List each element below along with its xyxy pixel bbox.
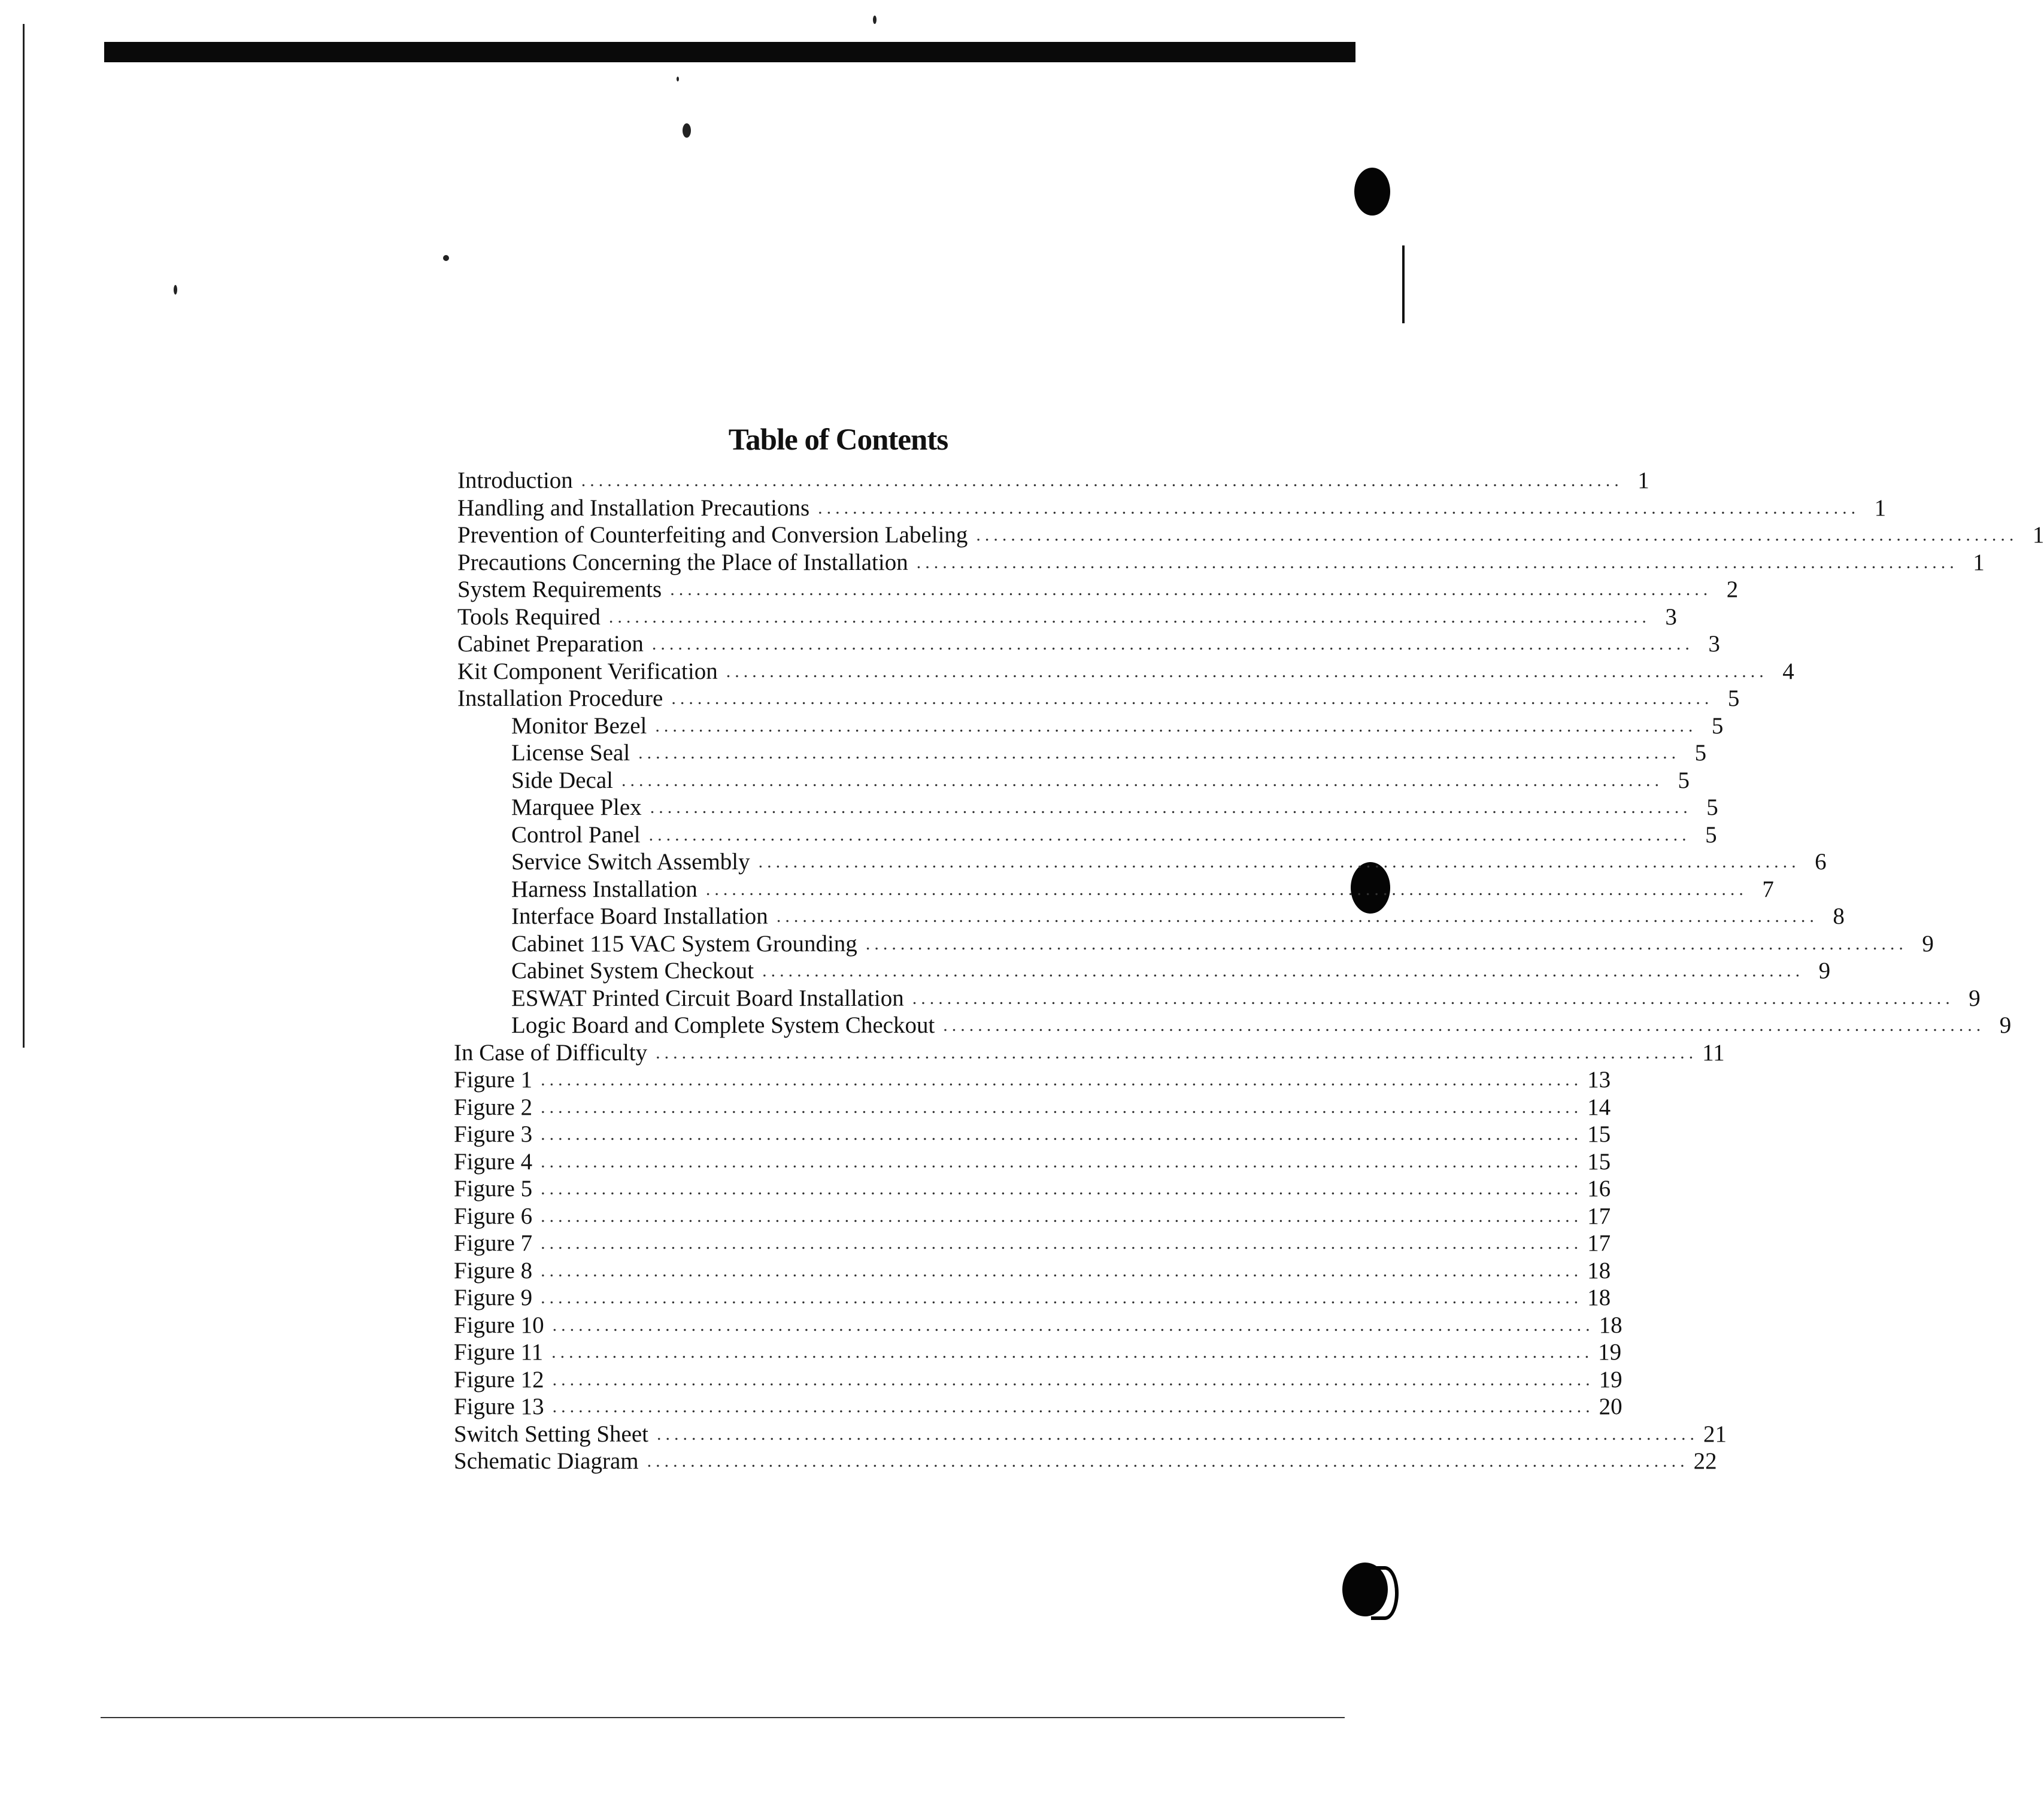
dot-leader: ........................................................................................................................: [670, 580, 1712, 599]
dot-leader: ........................................................................................................................: [551, 1342, 1594, 1362]
toc-page-number: 5: [1711, 712, 1724, 739]
dot-leader: ........................................................................................................................: [647, 1451, 1689, 1471]
dot-leader: ........................................................................................................................: [650, 797, 1692, 817]
dot-leader: ........................................................................................................................: [541, 1151, 1583, 1172]
dot-leader: ........................................................................................................................: [762, 961, 1805, 981]
toc-page-number: 17: [1587, 1203, 1611, 1229]
dot-leader: ........................................................................................................................: [657, 1424, 1699, 1444]
toc-page-number: 9: [1999, 1012, 2012, 1038]
toc-page-number: 5: [1706, 794, 1718, 820]
toc-entry: [457, 658, 1794, 685]
toc-subentry: [511, 876, 1774, 903]
scan-speck: [677, 77, 679, 81]
toc-entry-title: Cabinet System Checkout: [511, 958, 754, 984]
toc-subentry: [511, 821, 1717, 849]
toc-entry: [454, 1203, 1611, 1230]
dot-leader: ........................................................................................................................: [541, 1260, 1583, 1281]
toc-entry: [454, 1148, 1611, 1176]
toc-page-number: 9: [1922, 930, 1934, 957]
toc-subentry: [511, 957, 1831, 985]
dot-leader: ........................................................................................................................: [541, 1097, 1583, 1117]
toc-page-number: 1: [1637, 468, 1649, 493]
toc-page-number: 15: [1587, 1148, 1611, 1175]
toc-entry: [454, 1421, 1727, 1448]
toc-entry-title: Marquee Plex: [511, 794, 642, 820]
binder-hole-top: [1354, 168, 1390, 216]
dot-leader: ........................................................................................................................: [541, 1233, 1583, 1253]
toc-entry-title: Figure 10: [454, 1312, 544, 1338]
dot-leader: ........................................................................................................................: [651, 634, 1694, 654]
toc-entry-title: System Requirements: [457, 577, 662, 602]
toc-entry: [454, 1312, 1623, 1339]
toc-entry: [454, 1066, 1611, 1094]
toc-subentry: [511, 930, 1934, 958]
toc-page-number: 22: [1693, 1448, 1717, 1474]
toc-entry-title: ESWAT Printed Circuit Board Installation: [511, 985, 904, 1011]
toc-page-number: 8: [1833, 903, 1845, 929]
toc-page-number: 18: [1587, 1285, 1611, 1310]
toc-entry-title: Figure 3: [454, 1121, 533, 1147]
toc-subentry: [511, 1012, 2012, 1039]
toc-entry-title: Cabinet Preparation: [457, 631, 644, 657]
toc-entry-title: Figure 7: [454, 1230, 533, 1256]
toc-page-number: 5: [1727, 685, 1740, 711]
toc-entry: [454, 1230, 1611, 1257]
toc-entry-title: In Case of Difficulty: [454, 1039, 648, 1066]
toc-page-number: 7: [1762, 876, 1774, 902]
toc-page-number: 3: [1665, 603, 1677, 630]
toc-entry-title: Figure 9: [454, 1285, 533, 1310]
dot-leader: ........................................................................................................................: [705, 879, 1748, 899]
toc-entry: [457, 549, 1985, 577]
dot-leader: ........................................................................................................................: [608, 606, 1651, 627]
toc-page-number: 13: [1587, 1067, 1611, 1093]
dot-leader: ........................................................................................................................: [818, 497, 1860, 518]
toc-entry: [454, 1257, 1611, 1285]
dot-leader: ........................................................................................................................: [726, 661, 1768, 681]
toc-page-number: 1: [1973, 549, 1985, 575]
toc-subentry: [511, 985, 1981, 1012]
dot-leader: ........................................................................................................................: [758, 852, 1800, 872]
toc-entry-title: Figure 2: [454, 1094, 533, 1120]
dot-leader: ........................................................................................................................: [541, 1070, 1583, 1090]
toc-entry: [454, 1393, 1623, 1421]
toc-entry-title: Figure 13: [454, 1394, 544, 1419]
toc-entry: [457, 630, 1720, 658]
toc-page-number: 4: [1782, 658, 1794, 684]
toc-entry-title: Figure 4: [454, 1148, 533, 1175]
dot-leader: ........................................................................................................................: [656, 1042, 1698, 1063]
dot-leader: ........................................................................................................................: [541, 1124, 1583, 1144]
toc-page-number: 21: [1703, 1421, 1727, 1447]
toc-page-number: 16: [1587, 1176, 1611, 1202]
toc-entry: [457, 467, 1649, 494]
dot-leader: ........................................................................................................................: [638, 743, 1681, 763]
toc-entry: [454, 1448, 1717, 1475]
footer-rule: [101, 1717, 1345, 1718]
toc-subentry: [511, 712, 1724, 740]
toc-page-number: 11: [1702, 1039, 1725, 1066]
toc-entry: [457, 576, 1739, 603]
toc-entry-title: Tools Required: [457, 603, 601, 630]
toc-entry-title: Precautions Concerning the Place of Installation: [457, 549, 908, 575]
toc-page-number: 9: [1969, 985, 1981, 1011]
toc-page-number: 15: [1587, 1121, 1611, 1147]
dot-leader: ........................................................................................................................: [552, 1315, 1594, 1335]
toc-entry: [454, 1039, 1725, 1067]
toc-entry-title: Monitor Bezel: [511, 712, 647, 739]
toc-page-number: 3: [1708, 631, 1720, 657]
dot-leader: ........................................................................................................................: [776, 906, 1818, 926]
dot-leader: ........................................................................................................................: [648, 824, 1691, 845]
scan-speck: [873, 16, 877, 24]
toc-entry-title: Interface Board Installation: [511, 903, 768, 929]
toc-page-number: 9: [1818, 958, 1831, 984]
scan-speck: [443, 255, 449, 261]
toc-page-number: 5: [1678, 767, 1690, 793]
toc-page-number: 17: [1587, 1230, 1611, 1256]
toc-entry: [457, 521, 2044, 549]
dot-leader: ........................................................................................................................: [541, 1179, 1583, 1199]
dot-leader: ........................................................................................................................: [655, 715, 1697, 736]
dot-leader: ........................................................................................................................: [912, 988, 1954, 1008]
dot-leader: ........................................................................................................................: [976, 525, 2018, 545]
scan-speck: [174, 285, 177, 295]
toc-page-number: 5: [1705, 821, 1717, 848]
toc-entry-title: Harness Installation: [511, 876, 697, 902]
toc-entry: [454, 1094, 1611, 1121]
toc-entry-title: Schematic Diagram: [454, 1448, 639, 1474]
toc-entry-title: Service Switch Assembly: [511, 849, 750, 875]
toc-entry-title: Control Panel: [511, 821, 641, 848]
dot-leader: ........................................................................................................................: [581, 471, 1623, 490]
dot-leader: ........................................................................................................................: [671, 688, 1714, 708]
dot-leader: ........................................................................................................................: [916, 552, 1958, 572]
toc-entry: [454, 1175, 1611, 1203]
toc-entry-title: Figure 1: [454, 1067, 533, 1093]
dot-leader: ........................................................................................................................: [943, 1015, 1985, 1035]
toc-page-number: 5: [1694, 740, 1707, 766]
toc-entry-title: Figure 11: [454, 1339, 544, 1365]
toc-page-number: 19: [1599, 1366, 1623, 1392]
toc-subentry: [511, 903, 1845, 930]
toc-entry: [457, 494, 1887, 522]
scan-speck: [683, 123, 691, 138]
page-edge-line: [23, 24, 25, 1048]
page-edge-mark: [1402, 245, 1405, 323]
toc-entry-title: Switch Setting Sheet: [454, 1421, 648, 1447]
toc-entry-title: Kit Component Verification: [457, 658, 718, 684]
dot-leader: ........................................................................................................................: [552, 1397, 1594, 1416]
toc-entry-title: Handling and Installation Precautions: [457, 494, 810, 521]
toc-page-number: 14: [1587, 1094, 1611, 1120]
toc-page-number: 1: [2032, 522, 2044, 548]
toc-page-number: 18: [1587, 1257, 1611, 1284]
toc-entry-title: Side Decal: [511, 767, 614, 793]
toc-entry-title: Cabinet 115 VAC System Grounding: [511, 930, 857, 957]
toc-entry: [457, 685, 1740, 712]
toc-entry: [454, 1339, 1622, 1366]
toc-page-number: 18: [1599, 1312, 1623, 1338]
toc-subentry: [511, 767, 1690, 794]
dot-leader: ........................................................................................................................: [865, 933, 1907, 954]
toc-page-number: 2: [1726, 577, 1739, 602]
toc-entry-title: Logic Board and Complete System Checkout: [511, 1012, 935, 1038]
binder-hole-bottom: [1342, 1563, 1388, 1616]
toc-subentry: [511, 794, 1718, 821]
toc-entry: [454, 1366, 1623, 1394]
toc-page-number: 6: [1815, 849, 1827, 875]
dot-leader: ........................................................................................................................: [541, 1288, 1583, 1307]
toc-entry-title: Installation Procedure: [457, 685, 663, 711]
toc-subentry: [511, 848, 1827, 876]
toc-page-number: 19: [1598, 1339, 1622, 1365]
toc-entry: [454, 1121, 1611, 1148]
toc-entry-title: Figure 6: [454, 1203, 533, 1229]
dot-leader: ........................................................................................................................: [552, 1369, 1594, 1390]
toc-entry-title: Figure 8: [454, 1257, 533, 1284]
dot-leader: ........................................................................................................................: [541, 1206, 1583, 1226]
toc-page-number: 1: [1874, 494, 1887, 521]
toc-entry: [457, 603, 1677, 631]
toc-entry-title: Figure 5: [454, 1176, 533, 1202]
page-title: Table of Contents: [728, 423, 948, 457]
header-rule: [104, 42, 1355, 62]
toc-subentry: [511, 739, 1707, 767]
dot-leader: ........................................................................................................................: [621, 770, 1664, 790]
toc-page-number: 20: [1599, 1394, 1623, 1419]
toc-entry-title: Figure 12: [454, 1366, 544, 1392]
toc-entry: [454, 1284, 1611, 1312]
toc-entry-title: License Seal: [511, 740, 630, 766]
toc-entry-title: Introduction: [457, 468, 573, 493]
toc-entry-title: Prevention of Counterfeiting and Conversion Labeling: [457, 522, 968, 548]
